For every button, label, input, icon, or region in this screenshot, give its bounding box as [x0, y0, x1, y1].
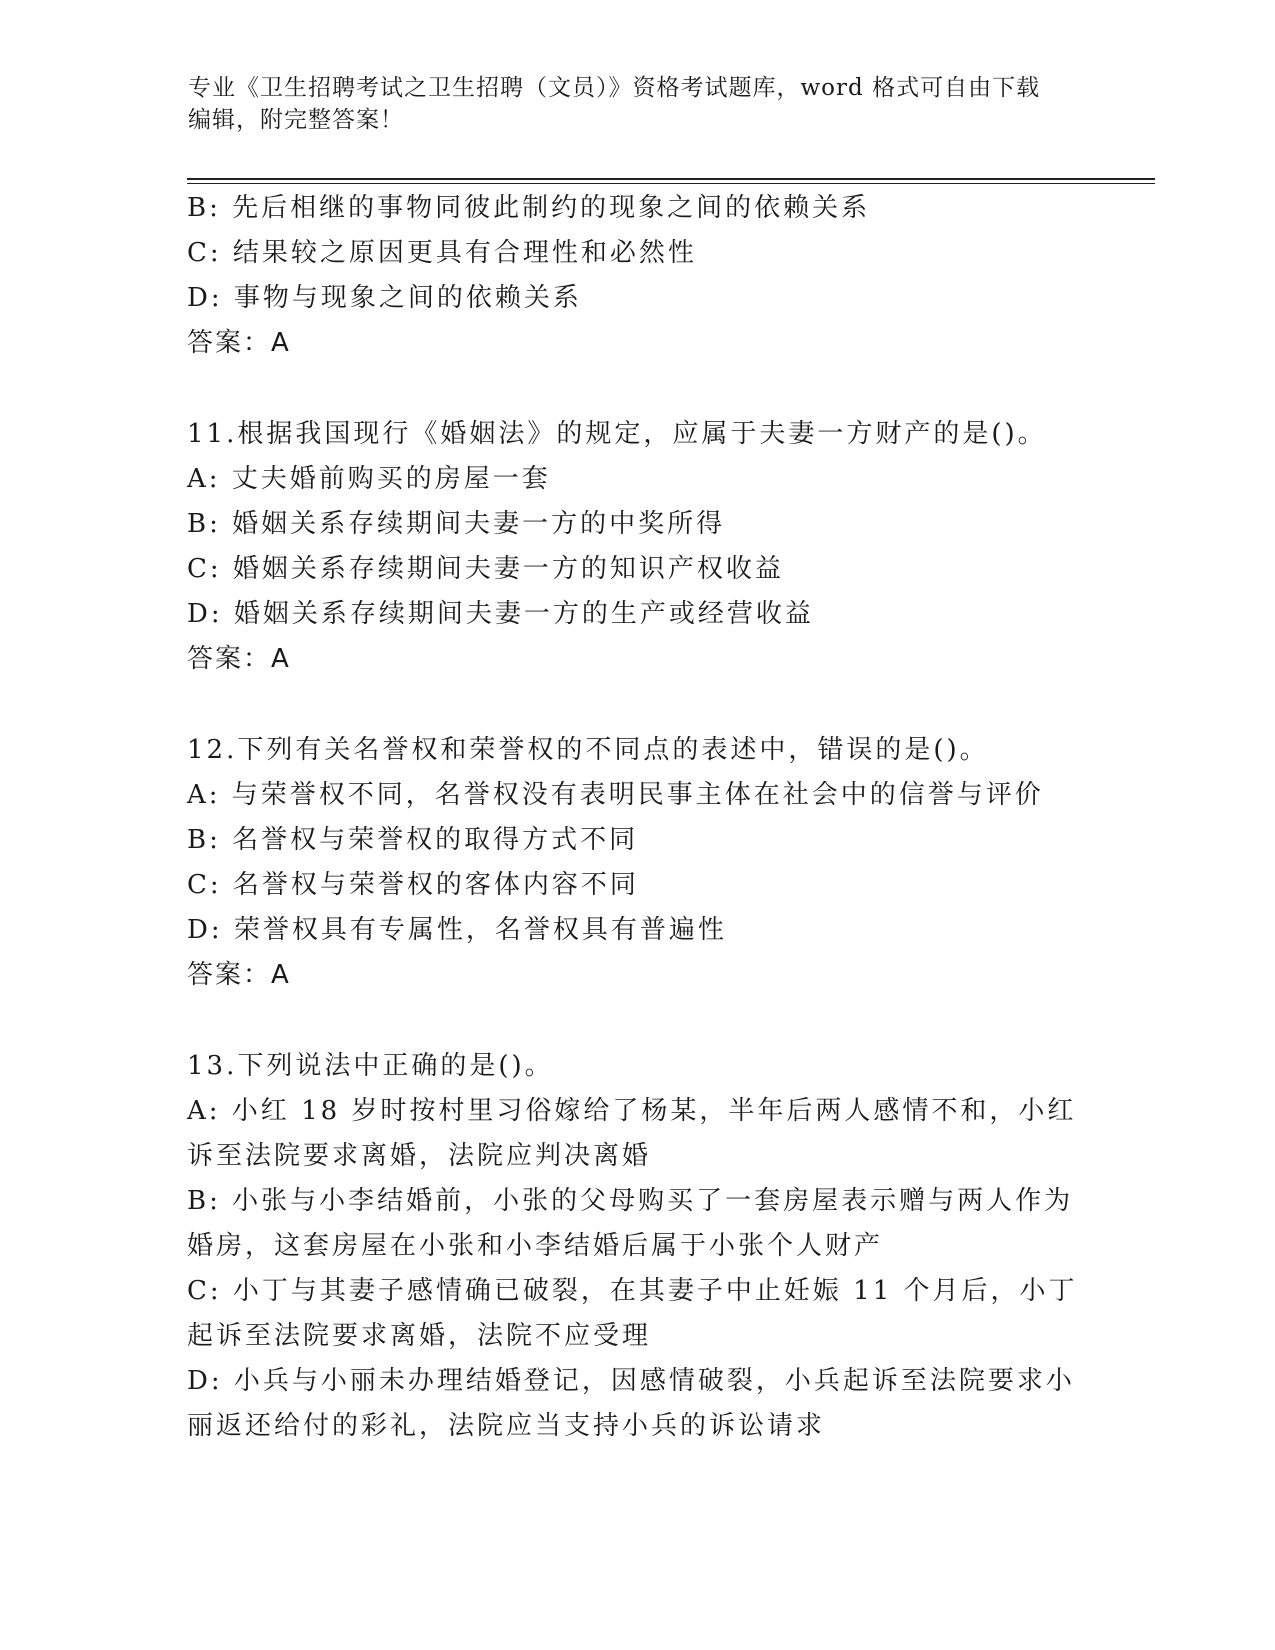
header-line-1: 专业《卫生招聘考试之卫生招聘（文员）》资格考试题库，word 格式可自由下载 [188, 75, 1041, 101]
q13-option-a-line-1: A: 小红 18 岁时按村里习俗嫁给了杨某，半年后两人感情不和，小红 [187, 1096, 1077, 1126]
q11-option-b: B: 婚姻关系存续期间夫妻一方的中奖所得 [187, 509, 726, 539]
q13-question: 13.下列说法中正确的是()。 [187, 1051, 554, 1081]
q11-option-d: D: 婚姻关系存续期间夫妻一方的生产或经营收益 [187, 599, 814, 629]
q11-question: 11.根据我国现行《婚姻法》的规定，应属于夫妻一方财产的是()。 [187, 419, 1047, 449]
q11-answer: 答案：A [187, 644, 291, 674]
q13-option-c-line-2: 起诉至法院要求离婚，法院不应受理 [187, 1321, 652, 1351]
q12-answer: 答案：A [187, 960, 291, 990]
header-line-2: 编辑，附完整答案！ [188, 107, 404, 133]
q12-option-d: D: 荣誉权具有专属性，名誉权具有普遍性 [187, 915, 727, 945]
q10-option-d: D: 事物与现象之间的依赖关系 [187, 283, 582, 313]
q12-option-c: C: 名誉权与荣誉权的客体内容不同 [187, 870, 639, 900]
q10-option-b: B: 先后相继的事物同彼此制约的现象之间的依赖关系 [187, 193, 871, 223]
q10-option-c: C: 结果较之原因更具有合理性和必然性 [187, 238, 697, 268]
q10-answer: 答案：A [187, 328, 291, 358]
q12-option-b: B: 名誉权与荣誉权的取得方式不同 [187, 825, 639, 855]
q11-option-c: C: 婚姻关系存续期间夫妻一方的知识产权收益 [187, 554, 784, 584]
q13-option-b-line-1: B: 小张与小李结婚前，小张的父母购买了一套房屋表示赠与两人作为 [187, 1186, 1074, 1216]
q11-option-a: A: 丈夫婚前购买的房屋一套 [187, 464, 551, 494]
document-header [188, 72, 1068, 136]
q13-option-b-line-2: 婚房，这套房屋在小张和小李结婚后属于小张个人财产 [187, 1231, 884, 1261]
header-divider-thick [187, 178, 1155, 180]
header-divider-thin [187, 183, 1155, 184]
q13-option-c-line-1: C: 小丁与其妻子感情确已破裂，在其妻子中止妊娠 11 个月后，小丁 [187, 1276, 1078, 1306]
q13-option-d-line-2: 丽返还给付的彩礼，法院应当支持小兵的诉讼请求 [187, 1411, 826, 1441]
q12-option-a: A: 与荣誉权不同，名誉权没有表明民事主体在社会中的信誉与评价 [187, 780, 1044, 810]
q13-option-d-line-1: D: 小兵与小丽未办理结婚登记，因感情破裂，小兵起诉至法院要求小 [187, 1366, 1075, 1396]
q12-question: 12.下列有关名誉权和荣誉权的不同点的表述中，错误的是()。 [187, 735, 989, 765]
q13-option-a-line-2: 诉至法院要求离婚，法院应判决离婚 [187, 1141, 652, 1171]
